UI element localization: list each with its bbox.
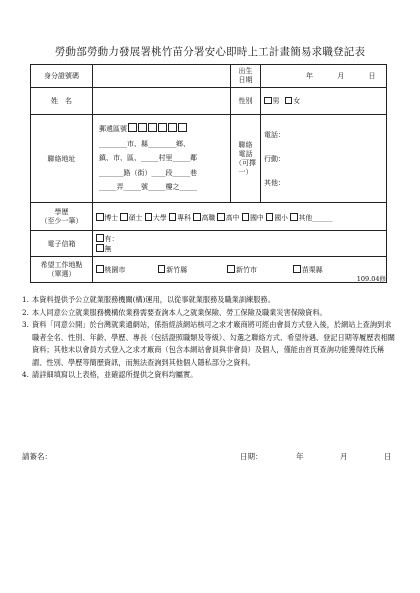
edu-option: 專科: [177, 213, 191, 222]
date-day: 日: [384, 452, 392, 461]
registration-form: [30, 64, 387, 283]
note-item: [22, 369, 396, 382]
zip-line: [99, 122, 227, 137]
birth-day: 日: [368, 72, 376, 80]
phone-mobile: 行動：: [264, 154, 285, 163]
edu-checkbox[interactable]: [290, 213, 298, 221]
address-field[interactable]: [93, 115, 231, 203]
phone-other: 其他：: [264, 178, 285, 187]
birth-label: [231, 65, 261, 88]
version-label: 109.04修: [356, 275, 386, 283]
birth-label-text: 出生 日期: [238, 67, 253, 84]
edu-checkbox[interactable]: [217, 213, 225, 221]
email-field: [93, 231, 387, 257]
zip-box-1[interactable]: [128, 123, 137, 132]
edu-option: 碩士: [128, 213, 143, 222]
date-month: 月: [340, 452, 348, 461]
edu-option: 大學: [153, 213, 167, 222]
zip-box-4[interactable]: [158, 123, 167, 132]
edu-checkbox[interactable]: [242, 213, 250, 221]
date-label: 日期：: [240, 452, 263, 461]
address-line-3: 鎮、市、區、_____村里_____鄰: [99, 154, 197, 163]
female-checkbox[interactable]: [285, 97, 293, 105]
note-number: 4.: [22, 370, 29, 379]
work-option: 新竹市: [235, 265, 257, 274]
work-option: 桃園市: [104, 265, 126, 274]
note-item: [22, 294, 396, 307]
birth-year: 年: [306, 72, 313, 80]
edu-checkbox[interactable]: [145, 213, 153, 221]
edu-option: 高中: [225, 213, 240, 222]
notes-section: [22, 294, 396, 382]
edu-option: 高職: [201, 213, 216, 222]
id-field[interactable]: [93, 65, 231, 88]
note-text: 本人同意公立就業服務機構依業務需要查詢本人之就業保險、勞工保險及職業災害保險資料。: [32, 307, 327, 317]
zip-label: 郵遞區號: [99, 125, 127, 134]
edu-checkbox[interactable]: [169, 213, 177, 221]
edu-checkbox[interactable]: [96, 213, 104, 221]
note-text: 本資料提供予公立就業服務機關(構)運用，以從事就業服務及職業訓練服務。: [32, 295, 275, 304]
phone-label-text: 聯絡 電話 （可擇 一）: [235, 140, 256, 176]
id-label: 身分證號碼: [31, 65, 93, 88]
edu-option: 國中: [250, 213, 264, 222]
phone-tel: 電話：: [264, 130, 285, 139]
work-option: 苗栗縣: [301, 265, 323, 274]
birth-date-field[interactable]: [261, 65, 387, 88]
zip-box-3[interactable]: [148, 123, 157, 132]
email-label: 電子信箱: [31, 231, 93, 257]
work-location-label: [31, 257, 93, 283]
note-item: [22, 307, 396, 320]
signature-field[interactable]: [70, 451, 220, 461]
female-label: 女: [293, 97, 301, 105]
edu-checkbox[interactable]: [266, 213, 274, 221]
work-option: 新竹縣: [166, 265, 188, 274]
edu-option: 博士: [104, 213, 119, 222]
note-number: 1.: [22, 295, 29, 304]
note-text: 資料「同意公開」於台灣就業通網站，係指經該網站核可之求才廠商將可經由會員方式登入後，於網站上查詢到求職者全名、性別、年齡、學歷、專長（包括證照職類及等級）、勾選之聯絡方式、希望待遇、登記日期等履歷表相關資料；其他未以會員方式登入之求才廠商（包含本網站會員與非會員）及個人，僅能由首頁查詢功能獲得姓氏稱謂、性別、學歷等簡歷資訊，而無法查詢到其他個人隱私部分之資料。: [32, 320, 395, 367]
work-location-label-text: 希望工作地點 （單選）: [40, 260, 83, 278]
education-label-text: 學歷 （至少一筆）: [40, 207, 83, 225]
edu-option: 國小: [274, 213, 288, 222]
email-no-label: 無: [104, 244, 112, 253]
education-label: [31, 203, 93, 231]
address-line-5: _____弄_____號_____樓之_____: [99, 183, 197, 192]
note-item: [22, 319, 396, 369]
note-number: 3.: [22, 320, 29, 329]
zip-box-5[interactable]: [168, 123, 177, 132]
email-no-checkbox[interactable]: [96, 244, 104, 252]
address-line-4: _______路（街）____段_____巷: [99, 168, 197, 177]
zip-box-6[interactable]: [178, 123, 187, 132]
work-checkbox[interactable]: [158, 265, 166, 273]
birth-month: 月: [337, 72, 345, 80]
note-number: 2.: [22, 307, 29, 317]
address-label: 聯絡地址: [31, 115, 93, 203]
work-checkbox[interactable]: [96, 265, 104, 273]
male-checkbox[interactable]: [264, 97, 272, 105]
phone-label: [231, 115, 261, 203]
form-title: 勞動部勞動力發展署桃竹苗分署安心即時上工計畫簡易求職登記表: [54, 46, 366, 58]
phone-field[interactable]: [261, 115, 387, 203]
gender-label: 性別: [231, 88, 261, 115]
signature-label: 請簽名：: [22, 452, 52, 461]
zip-box-2[interactable]: [138, 123, 147, 132]
address-line-2: ________市、縣________鄉、: [99, 139, 190, 148]
work-checkbox[interactable]: [227, 265, 235, 273]
education-options: [93, 203, 387, 231]
edu-option: 其他______: [298, 213, 333, 222]
work-checkbox[interactable]: [293, 265, 301, 273]
edu-checkbox[interactable]: [120, 213, 128, 221]
note-text: 請詳細填寫以上表格，並確認所提供之資料均屬實。: [32, 370, 198, 379]
gender-field: [261, 88, 387, 115]
email-yes-label: 有：: [104, 234, 119, 243]
name-field[interactable]: [93, 88, 231, 115]
email-yes-checkbox[interactable]: [96, 234, 104, 242]
date-year: 年: [296, 452, 304, 461]
name-label: 姓 名: [31, 88, 93, 115]
male-label: 男: [272, 97, 280, 105]
edu-checkbox[interactable]: [193, 213, 201, 221]
